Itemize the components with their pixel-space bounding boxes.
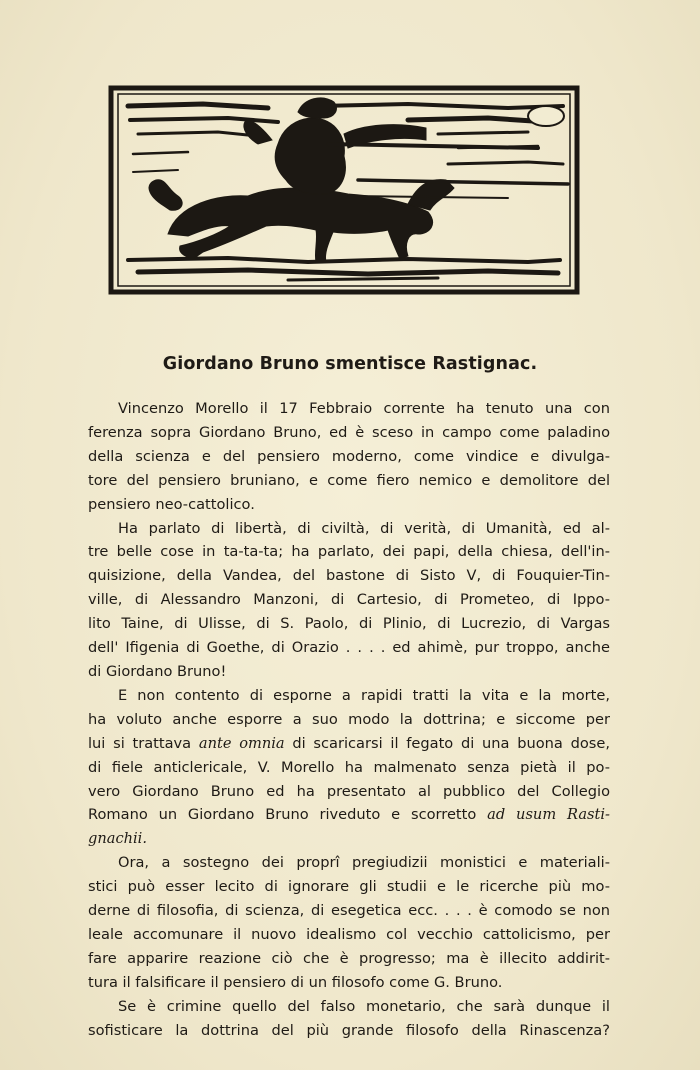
text-line: lito Taine, di Ulisse, di S. Paolo, di Plinio, di Lucrezio, di Vargas: [88, 615, 610, 633]
text-line: di fiele anticlericale, V. Morello ha malmenato senza pietà il po-: [88, 758, 610, 776]
text-line: fare apparire reazione ciò che è progresso; ma è illecito addirit-: [88, 949, 610, 967]
text-line: tre belle cose in ta-ta-ta; ha parlato, dei papi, della chiesa, dell'in-: [88, 543, 610, 561]
text-line: E non contento di esporne a rapidi tratti la vita e la morte,: [118, 686, 610, 704]
latin-phrase: gnachii.: [88, 830, 147, 848]
text-line: Ora, a sostegno dei proprî pregiudizii monistici e materiali-: [118, 854, 610, 872]
text-line: tura il falsificare il pensiero di un filosofo come G. Bruno.: [88, 973, 503, 991]
text-fragment: di scaricarsi il fegato di una buona dose,: [284, 734, 610, 752]
horse-figure: [149, 180, 454, 262]
text-line: [88, 803, 610, 827]
text-line: tore del pensiero bruniano, e come fiero nemico e demolitore del: [88, 471, 610, 489]
text-line: derne di filosofia, di scienza, di esegetica ecc. . . . è comodo se non: [88, 902, 610, 920]
latin-phrase: ad usum Rasti-: [487, 806, 610, 824]
woodcut-illustration: [108, 84, 580, 296]
article-body: [88, 397, 610, 1042]
paragraph-3: [88, 684, 610, 851]
woodcut-ground-lines: [128, 258, 560, 280]
text-line: leale accomunare il nuovo idealismo col vecchio cattolicismo, per: [88, 925, 610, 943]
text-line: stici può esser lecito di ignorare gli studii e le ricerche più mo-: [88, 878, 610, 896]
paragraph-1: [88, 397, 610, 517]
article-title: Giordano Bruno smentisce Rastignac.: [162, 354, 538, 374]
text-line: vero Giordano Bruno ed ha presentato al pubblico del Collegio: [88, 782, 610, 800]
paragraph-4: [88, 851, 610, 994]
text-line: ha voluto anche esporre a suo modo la dottrina; e siccome per: [88, 710, 610, 728]
latin-phrase: ante omnia: [198, 734, 285, 752]
text-line: ville, di Alessandro Manzoni, di Cartesio, di Prometeo, di Ippo-: [88, 591, 610, 609]
text-line: Ha parlato di libertà, di civiltà, di verità, di Umanità, ed al-: [118, 519, 610, 537]
text-line: Vincenzo Morello il 17 Febbraio corrente ha tenuto una con: [118, 400, 610, 417]
text-line: della scienza e del pensiero moderno, come vindice e divulga-: [88, 447, 610, 465]
text-line: sofisticare la dottrina del più grande filosofo della Rinascenza?: [88, 1021, 610, 1039]
text-line: quisizione, della Vandea, del bastone di Sisto V, di Fouquier-Tin-: [88, 567, 610, 585]
text-line: di Giordano Bruno!: [88, 662, 227, 680]
text-line: [88, 827, 610, 851]
paragraph-2: [88, 517, 610, 684]
text-fragment: lui si trattava: [88, 734, 199, 752]
text-line: [88, 732, 610, 756]
text-line: dell' Ifigenia di Goethe, di Orazio . . . . ed ahimè, pur troppo, anche: [88, 639, 610, 657]
text-line: pensiero neo-cattolico.: [88, 495, 255, 513]
text-fragment: Romano un Giordano Bruno riveduto e scorretto: [88, 806, 488, 824]
paragraph-5: [88, 995, 610, 1043]
text-line: ferenza sopra Giordano Bruno, ed è sceso in campo come paladino: [88, 423, 610, 441]
text-line: Se è crimine quello del falso monetario, che sarà dunque il: [118, 997, 610, 1015]
